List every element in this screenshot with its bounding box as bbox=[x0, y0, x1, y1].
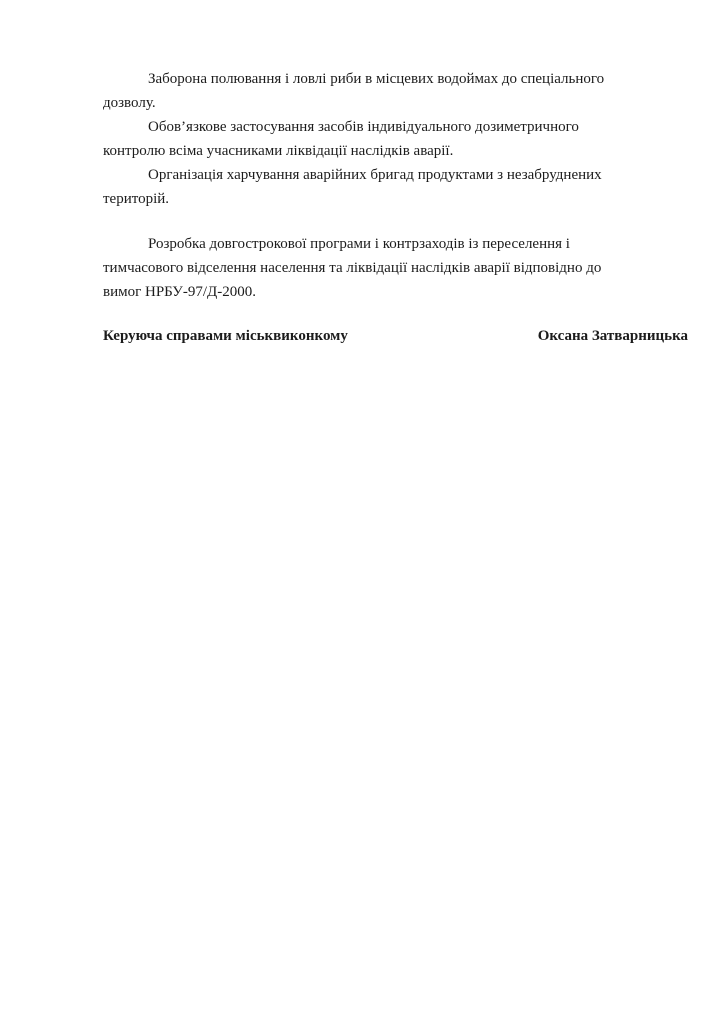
signature-name: Оксана Затварницька bbox=[537, 328, 688, 344]
paragraph-long-term-program bbox=[103, 232, 688, 304]
text-line: тимчасового відселення населення та ліквідації наслідків аварії відповідно до bbox=[103, 260, 602, 276]
text-line: Розробка довгострокової програми і контрзаходів із переселення і bbox=[148, 236, 570, 252]
text-line: вимог НРБУ-97/Д-2000. bbox=[103, 284, 257, 300]
text-line: Організація харчування аварійних бригад продуктами з незабруднених bbox=[148, 167, 602, 183]
text-line: Обов’язкове застосування засобів індивідуального дозиметричного bbox=[148, 119, 579, 135]
paragraph-hunting-fishing-ban bbox=[103, 67, 688, 115]
document-body bbox=[103, 67, 688, 348]
paragraph-dosimetric-control bbox=[103, 115, 688, 163]
paragraph-food-supply bbox=[103, 163, 688, 211]
text-line: дозволу. bbox=[103, 95, 156, 111]
text-line: територій. bbox=[103, 191, 170, 207]
text-line: Заборона полювання і ловлі риби в місцевих водоймах до спеціального bbox=[148, 71, 605, 87]
signature-row bbox=[103, 324, 688, 348]
signature-role: Керуюча справами міськвиконкому bbox=[103, 328, 348, 344]
text-line: контролю всіма учасниками ліквідації наслідків аварії. bbox=[103, 143, 454, 159]
